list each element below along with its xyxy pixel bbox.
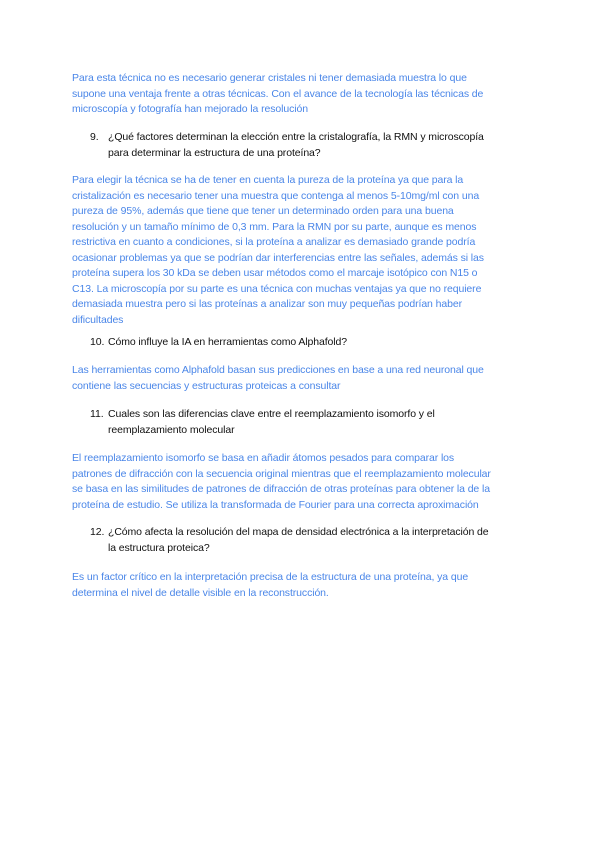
question-10-number: 10. bbox=[90, 336, 105, 348]
answer-9-line: Para elegir la técnica se ha de tener en cuenta la pureza de la proteína ya que para la bbox=[72, 174, 464, 186]
answer-8-line: supone una ventaja frente a otras técnicas. Con el avance de la tecnología las técnicas de bbox=[72, 87, 484, 100]
answer-11-paragraph bbox=[72, 451, 522, 513]
answer-9-line: resolución y un tamaño mínimo de 0,3 mm. Para la RMN por su parte, aunque es menos bbox=[72, 220, 477, 233]
answer-9-line: dificultades bbox=[72, 313, 124, 326]
answer-9-line: pureza de 95%, además que tiene que tener un determinado orden para una buena bbox=[72, 205, 454, 217]
question-12-line: la estructura proteica? bbox=[108, 541, 210, 554]
answer-9-line: demasiada muestra pero si las proteínas a analizar son muy pequeñas podrían haber bbox=[72, 298, 462, 310]
question-11-text bbox=[108, 407, 525, 438]
answer-8-paragraph bbox=[72, 71, 522, 118]
answer-10-paragraph bbox=[72, 363, 522, 394]
answer-10-line: Las herramientas como Alphafold basan sus predicciones en base a una red neuronal que bbox=[72, 364, 484, 376]
answer-9-paragraph bbox=[72, 173, 522, 328]
answer-11-line: El reemplazamiento isomorfo se basa en añadir átomos pesados para comparar los bbox=[72, 452, 455, 464]
question-11 bbox=[90, 407, 525, 438]
question-11-line: Cuales son las diferencias clave entre el reemplazamiento isomorfo y el bbox=[108, 408, 435, 420]
question-9 bbox=[90, 130, 525, 161]
question-10-text bbox=[108, 335, 525, 351]
answer-10-line: contiene las secuencias y estructuras proteicas a consultar bbox=[72, 379, 341, 392]
question-12 bbox=[90, 525, 525, 556]
question-10-line: Cómo influye la IA en herramientas como Alphafold? bbox=[108, 336, 347, 348]
answer-11-line: se basa en las similitudes de patrones de difracción de otras proteínas para obtener la de la bbox=[72, 483, 490, 495]
answer-12-paragraph bbox=[72, 570, 522, 601]
answer-11-line: proteína de estudio. Se utiliza la transformada de Fourier para una correcta aproximación bbox=[72, 498, 479, 511]
question-11-line: reemplazamiento molecular bbox=[108, 423, 235, 436]
question-11-number: 11. bbox=[90, 408, 104, 420]
question-9-line: para determinar la estructura de una proteína? bbox=[108, 146, 321, 159]
question-12-line: ¿Cómo afecta la resolución del mapa de densidad electrónica a la interpretación de bbox=[108, 526, 489, 538]
answer-9-line: ocasionar problemas ya que se podrían dar interferencias entre las señales, además si las bbox=[72, 251, 484, 264]
answer-8-line: microscopía y fotografía han mejorado la resolución bbox=[72, 103, 308, 115]
answer-9-line: C13. La microscopía por su parte es una técnica con muchas ventajas ya que no requiere bbox=[72, 282, 482, 295]
answer-9-line: cristalización es necesario tener una muestra que contenga al menos 5-10mg/ml con una bbox=[72, 189, 480, 202]
answer-12-line: determina el nivel de detalle visible en la reconstrucción. bbox=[72, 586, 329, 599]
question-9-text bbox=[108, 130, 525, 161]
question-10 bbox=[90, 335, 525, 351]
question-12-number: 12. bbox=[90, 526, 105, 538]
question-12-text bbox=[108, 525, 525, 556]
question-9-line: ¿Qué factores determinan la elección entre la cristalografía, la RMN y microscopía bbox=[108, 131, 484, 143]
answer-8-line: Para esta técnica no es necesario generar cristales ni tener demasiada muestra lo que bbox=[72, 72, 467, 84]
answer-9-line: restrictiva en cuanto a condiciones, si la proteína a analizar es demasiado grande podría bbox=[72, 236, 476, 248]
question-9-number: 9. bbox=[90, 131, 99, 143]
answer-9-line: proteína supera los 30 kDa se deben usar métodos como el marcaje isotópico con N15 o bbox=[72, 267, 478, 279]
answer-12-line: Es un factor crítico en la interpretación precisa de la estructura de una proteína, ya que bbox=[72, 571, 469, 583]
answer-11-line: patrones de difracción con la secuencia original mientras que el reemplazamiento molecular bbox=[72, 467, 491, 480]
